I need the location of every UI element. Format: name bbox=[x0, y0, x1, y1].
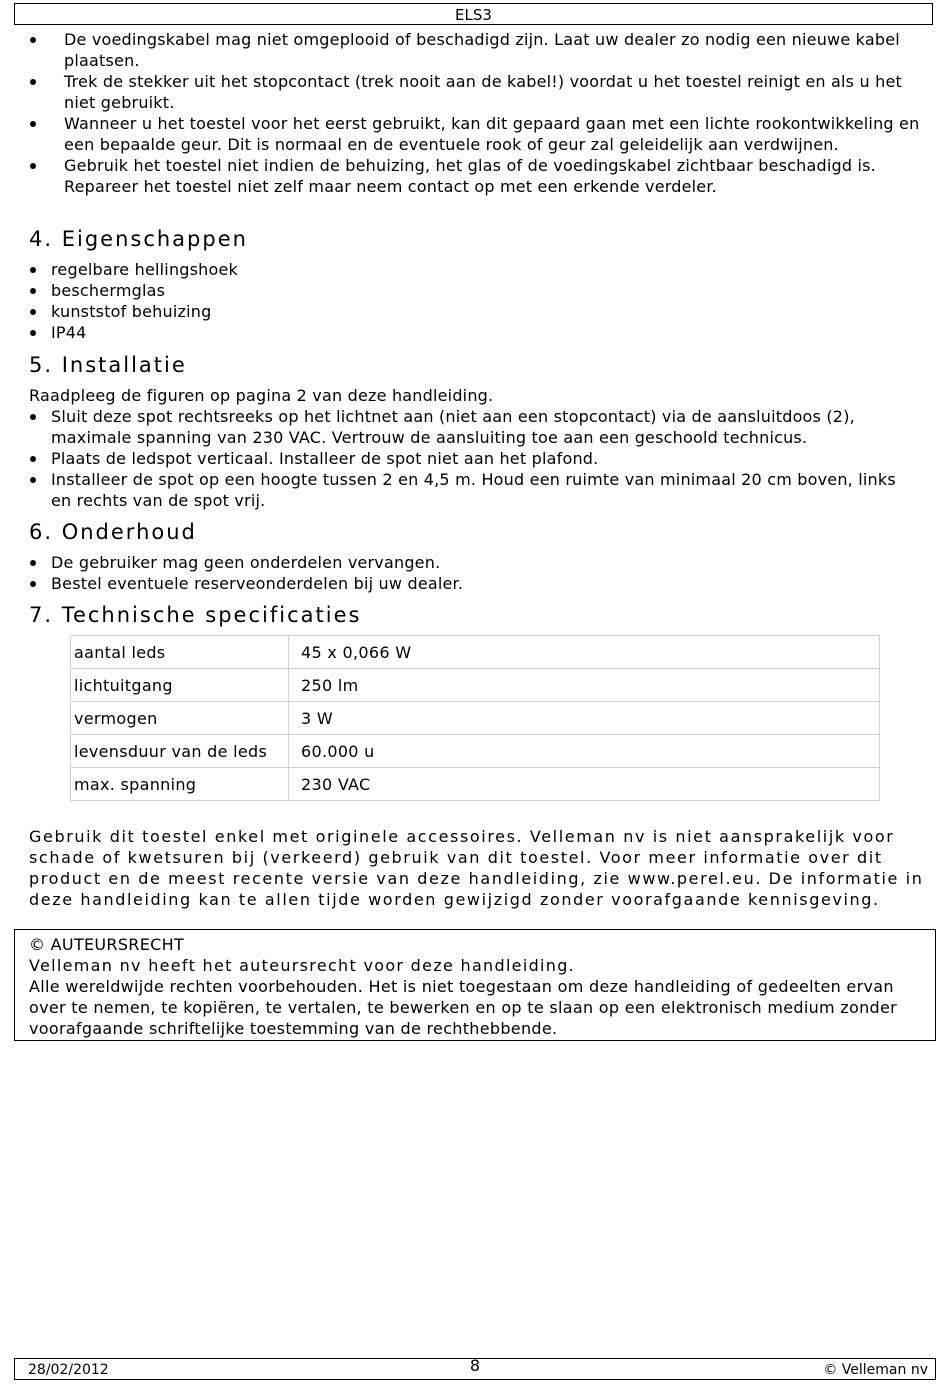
bullet-icon bbox=[30, 581, 36, 587]
header-title: ELS3 bbox=[455, 6, 492, 24]
list-item: Installeer de spot op een hoogte tussen 2 en 4,5 m. Houd een ruimte van minimaal 20 cm boven, links en rechts van de spot vrij. bbox=[51, 469, 921, 511]
list-item: De gebruiker mag geen onderdelen vervangen. bbox=[51, 552, 921, 573]
copyright-title: © AUTEURSRECHT bbox=[29, 935, 185, 954]
list-item: beschermglas bbox=[51, 280, 921, 301]
page-number: 8 bbox=[469, 1356, 481, 1375]
list-item: kunststof behuizing bbox=[51, 301, 921, 322]
list-item: IP44 bbox=[51, 322, 921, 343]
bullet-icon bbox=[30, 309, 36, 315]
copyright-text: Alle wereldwijde rechten voorbehouden. Het is niet toegestaan om deze handleiding of gedeelten ervan over te nemen, te kopiëren, te vertalen, te bewerken en op te slaan op een elektronisch medium zonder voorafgaande schriftelijke toestemming van de rechthebbende. bbox=[29, 977, 898, 1038]
bullet-icon bbox=[30, 477, 36, 483]
list-item: Plaats de ledspot verticaal. Installeer de spot niet aan het plafond. bbox=[51, 448, 921, 469]
spec-table bbox=[70, 635, 880, 801]
copyright-line: Velleman nv heeft het auteursrecht voor deze handleiding. bbox=[29, 956, 576, 975]
page-header bbox=[14, 3, 933, 25]
footer-date: 28/02/2012 bbox=[28, 1362, 109, 1378]
list-item: Trek de stekker uit het stopcontact (trek nooit aan de kabel!) voordat u het toestel reinigt en als u het niet gebruikt. bbox=[64, 71, 934, 113]
bullet-icon bbox=[30, 79, 36, 85]
list-item: Bestel eventuele reserveonderdelen bij uw dealer. bbox=[51, 573, 921, 594]
page-footer bbox=[14, 1358, 936, 1380]
bullet-icon bbox=[30, 267, 36, 273]
bullet-icon bbox=[30, 163, 36, 169]
section-heading-onderhoud: 6. Onderhoud bbox=[29, 520, 197, 544]
section-heading-eigenschappen: 4. Eigenschappen bbox=[29, 227, 248, 251]
list-item: De voedingskabel mag niet omgeplooid of beschadigd zijn. Laat uw dealer zo nodig een nieuwe kabel plaatsen. bbox=[64, 29, 934, 71]
copyright-box bbox=[14, 929, 936, 1041]
bullet-icon bbox=[30, 288, 36, 294]
table-row: max. spanning 230 VAC bbox=[71, 768, 880, 801]
bullet-icon bbox=[30, 121, 36, 127]
table-row: levensduur van de leds 60.000 u bbox=[71, 735, 880, 768]
safety-list bbox=[64, 29, 934, 197]
table-row: aantal leds 45 x 0,066 W bbox=[71, 636, 880, 669]
section-heading-installatie: 5. Installatie bbox=[29, 353, 187, 377]
table-row: lichtuitgang 250 lm bbox=[71, 669, 880, 702]
footer-brand: © Velleman nv bbox=[823, 1362, 928, 1378]
table-row: vermogen 3 W bbox=[71, 702, 880, 735]
maintenance-list bbox=[51, 552, 921, 594]
section-heading-specificaties: 7. Technische specificaties bbox=[29, 603, 362, 627]
list-item: Sluit deze spot rechtsreeks op het lichtnet aan (niet aan een stopcontact) via de aansluitdoos (2), maximale spanning van 230 VAC. Vertrouw de aansluiting toe aan een geschoold technicus. bbox=[51, 406, 921, 448]
features-list bbox=[51, 259, 921, 343]
installation-list bbox=[51, 406, 921, 511]
bullet-icon bbox=[30, 560, 36, 566]
installation-intro: Raadpleeg de figuren op pagina 2 van deze handleiding. bbox=[29, 386, 494, 405]
list-item: Gebruik het toestel niet indien de behuizing, het glas of de voedingskabel zichtbaar beschadigd is. Repareer het toestel niet zelf maar neem contact op met een erkende verdeler. bbox=[64, 155, 934, 197]
disclaimer-notice: Gebruik dit toestel enkel met originele accessoires. Velleman nv is niet aansprakelijk voor schade of kwetsuren bij (verkeerd) gebruik van dit toestel. Voor meer informatie over dit product en de meest recente versie van deze handleiding, zie www.perel.eu. De informatie in deze handleiding kan te allen tijde worden gewijzigd zonder voorafgaande kennisgeving. bbox=[29, 827, 924, 909]
bullet-icon bbox=[30, 414, 36, 420]
bullet-icon bbox=[30, 330, 36, 336]
bullet-icon bbox=[30, 37, 36, 43]
bullet-icon bbox=[30, 456, 36, 462]
list-item: regelbare hellingshoek bbox=[51, 259, 921, 280]
list-item: Wanneer u het toestel voor het eerst gebruikt, kan dit gepaard gaan met een lichte rookontwikkeling en een bepaalde geur. Dit is normaal en de eventuele rook of geur zal geleidelijk aan verdwijnen. bbox=[64, 113, 934, 155]
